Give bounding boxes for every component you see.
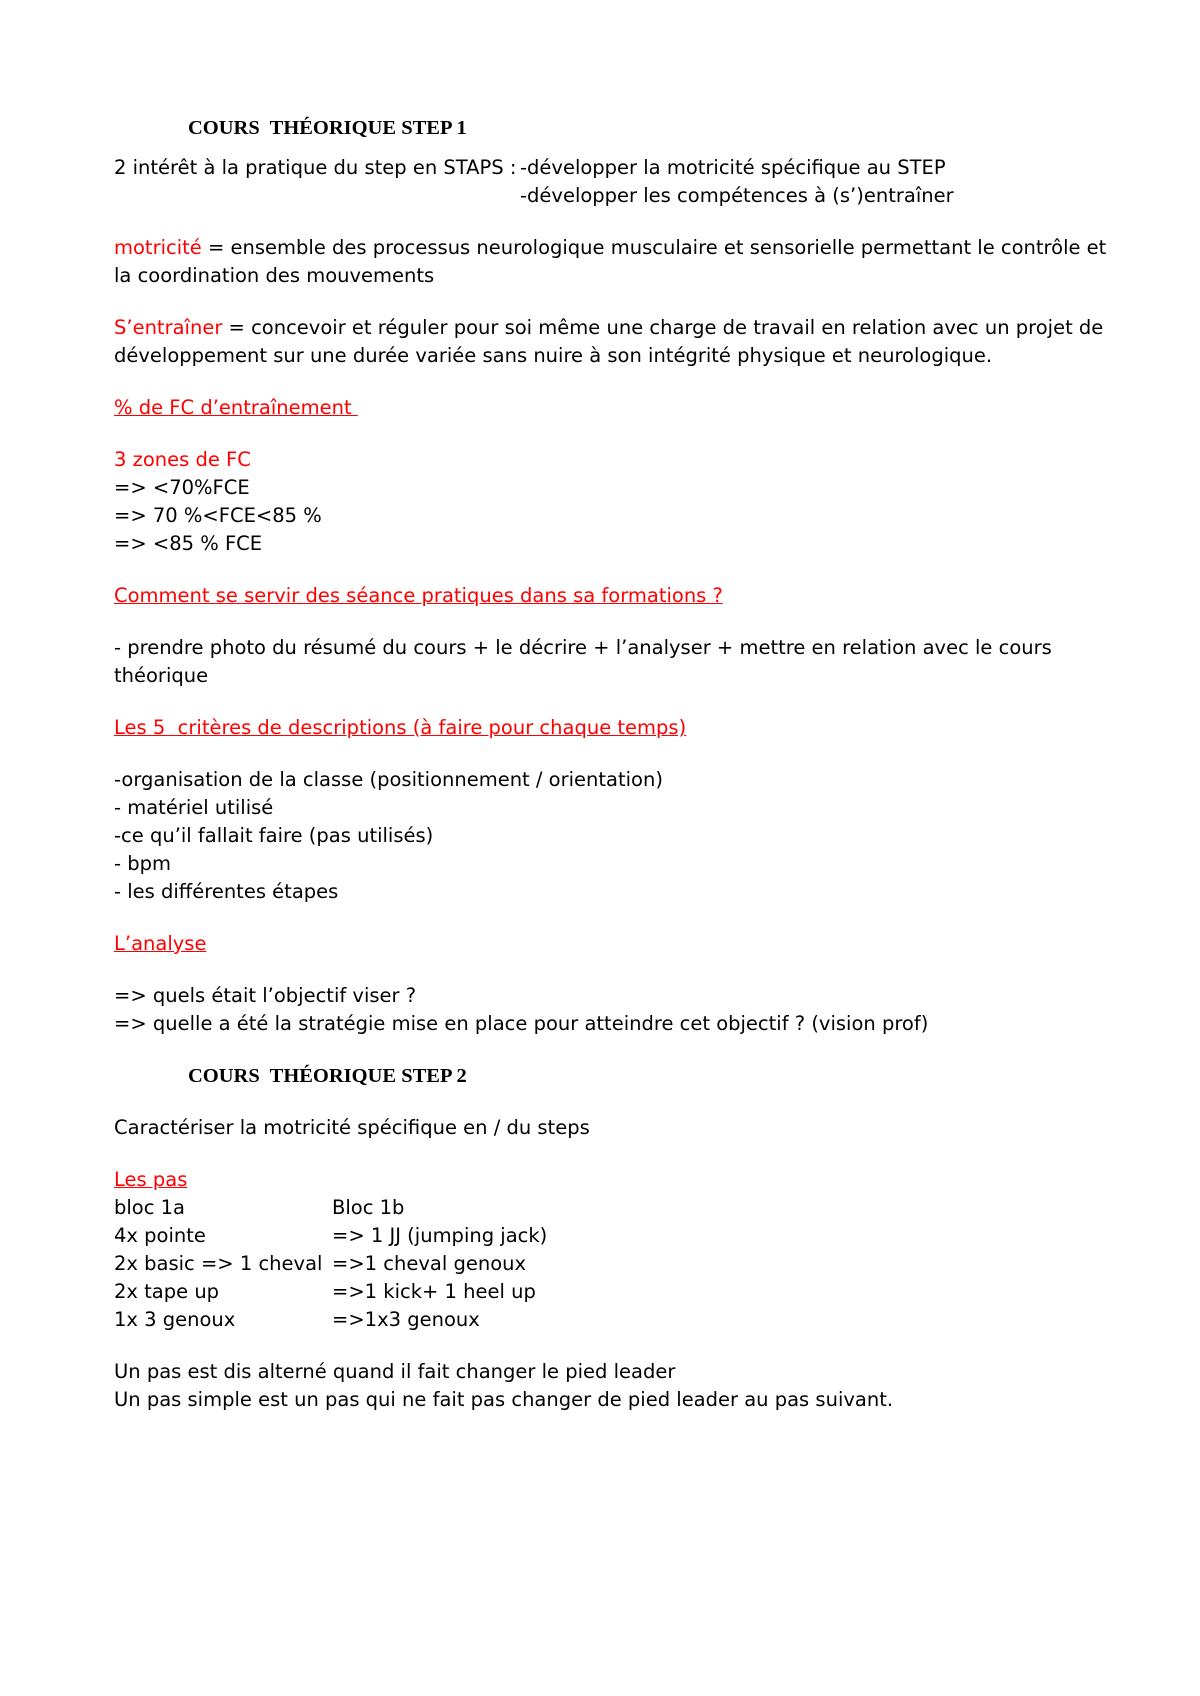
motricite-term: motricité [114,236,202,259]
zones-heading: 3 zones de FC [114,448,251,471]
fc-heading: % de FC d’entraînement [114,396,358,419]
pas-cell-right: =>1x3 genoux [332,1308,480,1331]
pas-cell-right: =>1 kick+ 1 heel up [332,1280,536,1303]
comment-heading: Comment se servir des séance pratiques dans sa formations ? [114,584,723,607]
interet-item-1: -développer la motricité spécifique au STEP [520,156,946,179]
sentrainer-definition-line-1 [114,314,1104,342]
zone-item-3: => <85 % FCE [114,532,263,555]
sentrainer-def-1: = concevoir et réguler pour soi même une charge de travail en relation avec un projet de [222,316,1104,339]
zone-item-1: => <70%FCE [114,476,250,499]
critere-item-2: - matériel utilisé [114,796,274,819]
step2-title: COURS THÉORIQUE STEP 2 [188,1065,467,1087]
pas-cell-left: 1x 3 genoux [114,1308,236,1331]
pas-cell-left: 2x basic => 1 cheval [114,1252,323,1275]
motricite-definition-line-1 [114,234,1107,262]
analyse-heading: L’analyse [114,932,207,955]
pas-row [114,1278,1094,1306]
pas-row [114,1222,1094,1250]
critere-item-4: - bpm [114,852,171,875]
analyse-item-1: => quels était l’objectif viser ? [114,984,417,1007]
sentrainer-term: S’entraîner [114,316,223,339]
interet-item-2: -développer les compétences à (s’)entraîner [520,184,954,207]
interet-block-2 [114,182,1094,210]
critere-item-1: -organisation de la classe (positionnement / orientation) [114,768,663,791]
analyse-item-2: => quelle a été la stratégie mise en place pour atteindre cet objectif ? (vision prof) [114,1012,929,1035]
motricite-def-2: la coordination des mouvements [114,264,435,287]
pas-heading: Les pas [114,1168,188,1191]
document-content [114,114,1107,1414]
pas-alterne-definition: Un pas est dis alterné quand il fait changer le pied leader [114,1360,676,1383]
pas-cell-right: Bloc 1b [332,1196,405,1219]
motricite-def-1: = ensemble des processus neurologique musculaire et sensorielle permettant le contrôle et [201,236,1107,259]
pas-row [114,1250,1094,1278]
criteres-heading: Les 5 critères de descriptions (à faire pour chaque temps) [114,716,687,739]
zone-item-2: => 70 %<FCE<85 % [114,504,322,527]
pas-simple-definition: Un pas simple est un pas qui ne fait pas changer de pied leader au pas suivant. [114,1388,894,1411]
pas-cell-left: 4x pointe [114,1224,206,1247]
critere-item-3: -ce qu’il fallait faire (pas utilisés) [114,824,434,847]
comment-text-1: - prendre photo du résumé du cours + le décrire + l’analyser + mettre en relation avec le cours [114,636,1052,659]
pas-row [114,1194,1094,1222]
pas-cell-left: 2x tape up [114,1280,220,1303]
critere-item-5: - les différentes étapes [114,880,339,903]
step2-intro: Caractériser la motricité spécifique en / du steps [114,1116,590,1139]
pas-cell-right: => 1 JJ (jumping jack) [332,1224,548,1247]
sentrainer-def-2: développement sur une durée variée sans nuire à son intégrité physique et neurologique. [114,344,993,367]
pas-row [114,1306,1094,1334]
pas-cell-left: bloc 1a [114,1196,186,1219]
interet-block [114,154,1094,182]
step1-title: COURS THÉORIQUE STEP 1 [188,117,467,139]
interet-label: 2 intérêt à la pratique du step en STAPS : [114,156,517,179]
comment-text-2: théorique [114,664,209,687]
pas-cell-right: =>1 cheval genoux [332,1252,527,1275]
